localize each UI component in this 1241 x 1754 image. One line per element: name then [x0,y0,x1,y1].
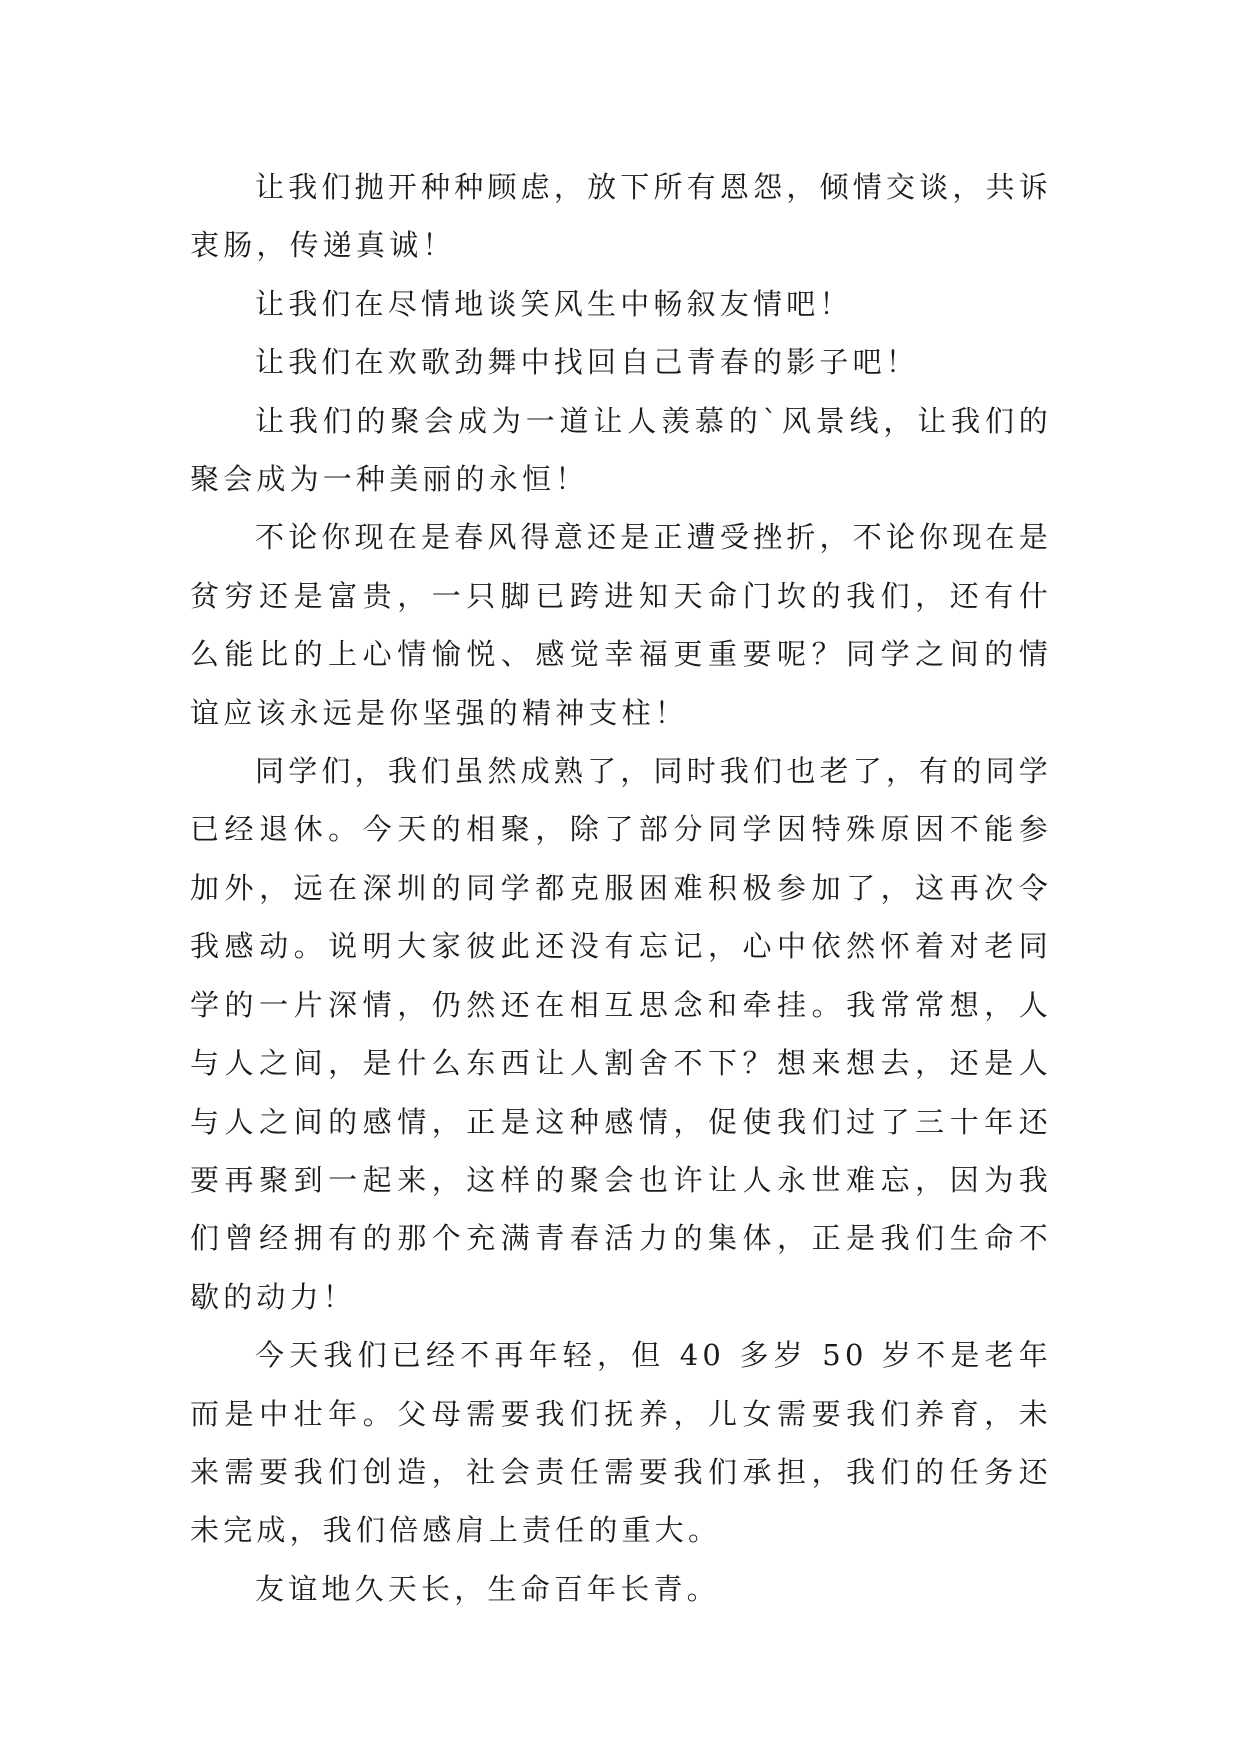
paragraph-1: 让我们抛开种种顾虑，放下所有恩怨，倾情交谈，共诉衷肠，传递真诚！ [190,170,1052,263]
document-body [190,158,1052,1618]
paragraph-4: 让我们的聚会成为一道让人羡慕的`风景线，让我们的聚会成为一种美丽的永恒！ [190,403,1052,497]
paragraph-3: 让我们在欢歌劲舞中找回自己青春的影子吧！ [255,345,920,380]
paragraph-2: 让我们在尽情地谈笑风生中畅叙友情吧！ [255,286,853,321]
paragraph-6: 同学们，我们虽然成熟了，同时我们也老了，有的同学已经退休。今天的相聚，除了部分同学因特殊原因不能参加外，远在深圳的同学都克服困难积极参加了，这再次令我感动。说明大家彼此还没有忘记，心中依然怀着对老同学的一片深情，仍然还在相互思念和牵挂。我常常想，人与人之间，是什么东西让人割舍不下？想来想去，还是人与人之间的感情，正是这种感情，促使我们过了三十年还要再聚到一起来，这样的聚会也许让人永世难忘，因为我们曾经拥有的那个充满青春活力的集体，正是我们生命不歇的动力！ [190,754,1052,1314]
paragraph-5: 不论你现在是春风得意还是正遭受挫折，不论你现在是贫穷还是富贵，一只脚已跨进知天命门坎的我们，还有什么能比的上心情愉悦、感觉幸福更重要呢？同学之间的情谊应该永远是你坚强的精神支柱！ [190,520,1052,730]
paragraph-8: 友谊地久天长，生命百年长青。 [255,1571,720,1606]
paragraph-7: 今天我们已经不再年轻，但 40 多岁 50 岁不是老年而是中壮年。父母需要我们抚养，儿女需要我们养育，未来需要我们创造，社会责任需要我们承担，我们的任务还未完成，我们倍感肩上责任的重大。 [190,1338,1052,1548]
